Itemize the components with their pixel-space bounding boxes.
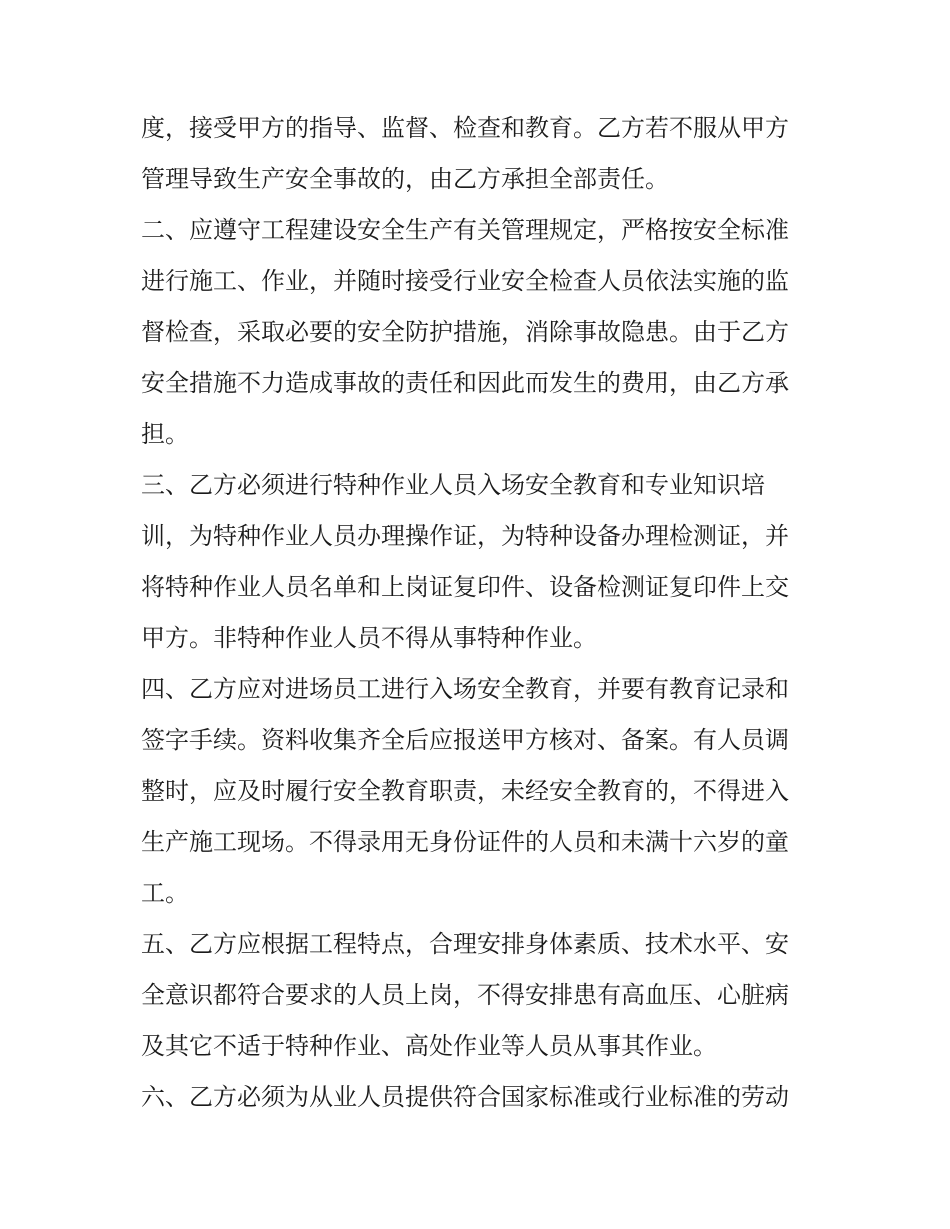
document-body [141, 103, 831, 1123]
text-line: 五、乙方应根据工程特点，合理安排身体素质、技术水平、安 [141, 930, 789, 958]
text-line: 四、乙方应对进场员工进行入场安全教育，并要有教育记录和 [141, 675, 789, 703]
text-line: 进行施工、作业，并随时接受行业安全检查人员依法实施的监 [141, 267, 789, 295]
text-line: 管理导致生产安全事故的，由乙方承担全部责任。 [141, 165, 669, 193]
text-line: 督检查，采取必要的安全防护措施，消除事故隐患。由于乙方 [141, 318, 789, 346]
text-line: 度，接受甲方的指导、监督、检查和教育。乙方若不服从甲方 [141, 114, 789, 142]
text-line: 生产施工现场。不得录用无身份证件的人员和未满十六岁的童 [141, 828, 789, 856]
text-line: 及其它不适于特种作业、高处作业等人员从事其作业。 [141, 1032, 717, 1060]
text-line: 签字手续。资料收集齐全后应报送甲方核对、备案。有人员调 [141, 726, 789, 754]
text-line: 担。 [141, 420, 189, 448]
text-line: 整时，应及时履行安全教育职责，未经安全教育的，不得进入 [141, 777, 789, 805]
text-line: 全意识都符合要求的人员上岗，不得安排患有高血压、心脏病 [141, 981, 789, 1009]
text-line: 安全措施不力造成事故的责任和因此而发生的费用，由乙方承 [141, 369, 789, 397]
text-line: 甲方。非特种作业人员不得从事特种作业。 [141, 624, 597, 652]
text-line: 工。 [141, 879, 189, 907]
text-line: 训，为特种作业人员办理操作证，为特种设备办理检测证，并 [141, 522, 789, 550]
text-line: 六、乙方必须为从业人员提供符合国家标准或行业标准的劳动 [141, 1083, 789, 1111]
text-line: 三、乙方必须进行特种作业人员入场安全教育和专业知识培 [141, 471, 765, 499]
text-line: 二、应遵守工程建设安全生产有关管理规定，严格按安全标准 [141, 216, 789, 244]
text-line: 将特种作业人员名单和上岗证复印件、设备检测证复印件上交 [141, 573, 789, 601]
